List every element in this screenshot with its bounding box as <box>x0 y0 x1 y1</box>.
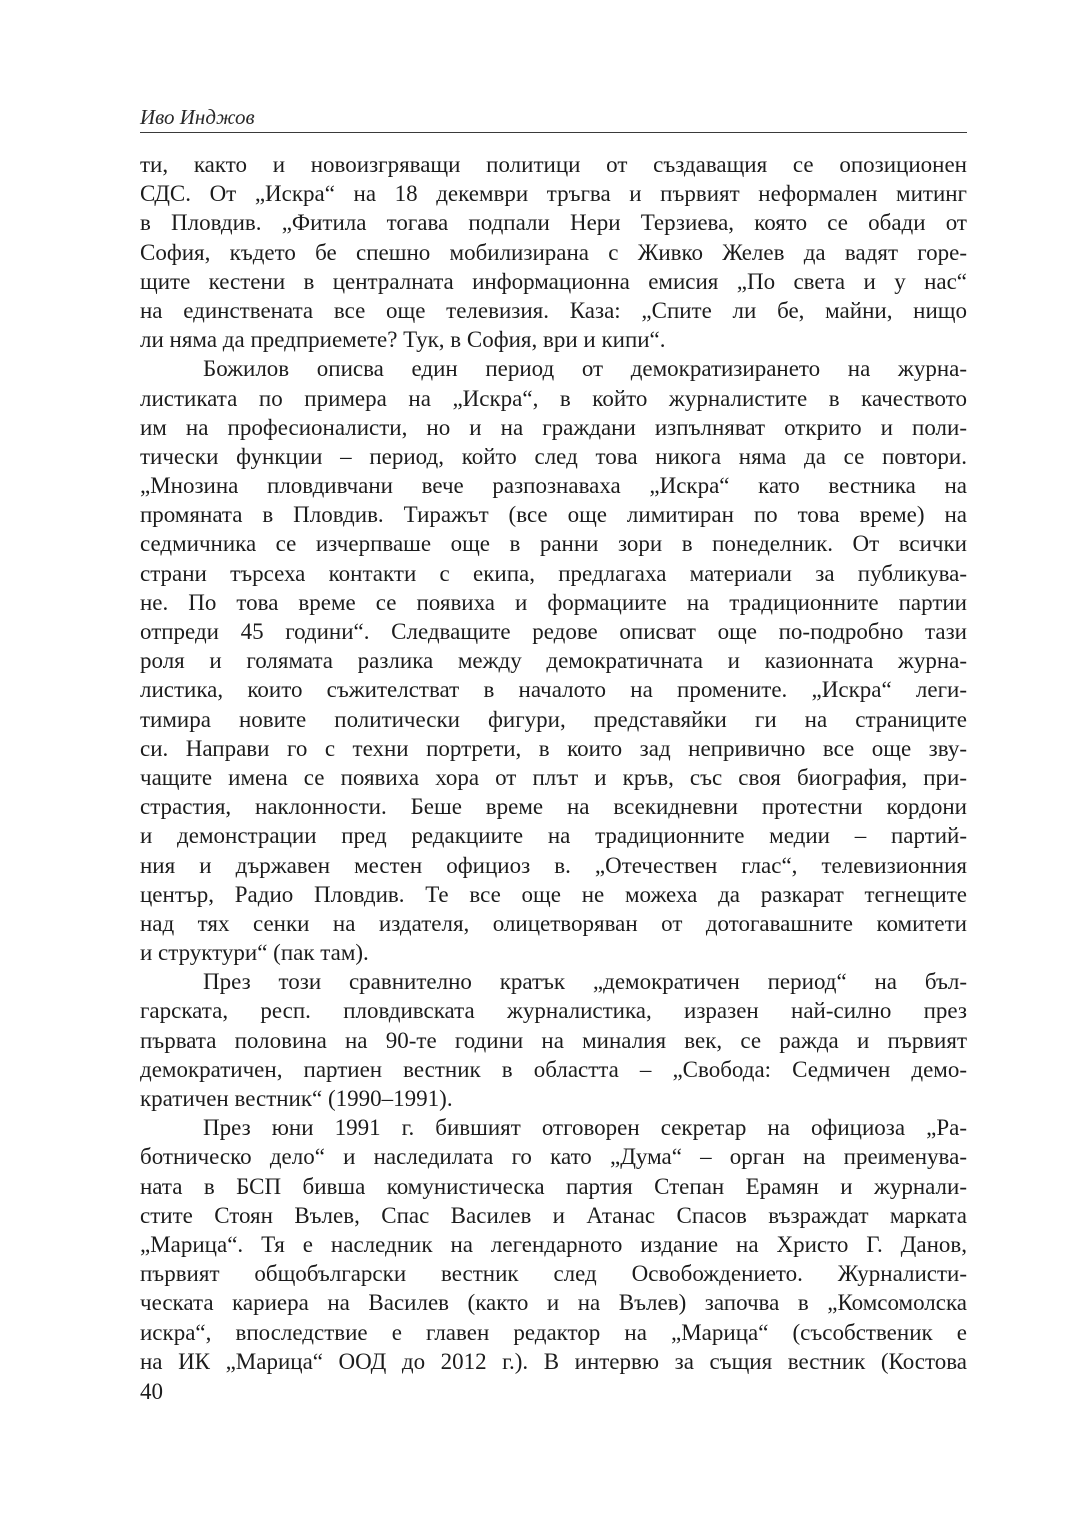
text-line: чащите имена се появиха хора от плът и кръв, със своя биография, при- <box>140 764 967 790</box>
text-line: През юни 1991 г. бившият отговорен секретар на официоза „Ра- <box>203 1115 967 1141</box>
text-line: „Мнозина пловдивчани вече разпознаваха „Искра“ като вестника на <box>140 473 967 499</box>
paragraph <box>140 150 967 354</box>
text-line: страни търсеха контакти с екипа, предлагаха материали за публикува- <box>140 560 967 586</box>
paragraph <box>140 1113 967 1376</box>
text-line: ти, както и новоизгряващи политици от създаващия се опозиционен <box>140 152 967 177</box>
text-line: листиката по примера на „Искра“, в който журналистите в качеството <box>140 385 967 411</box>
text-line: Божилов описва един период от демократизирането на журна- <box>203 356 967 382</box>
text-line: стите Стоян Вълев, Спас Василев и Атанас Спасов възраждат марката <box>140 1202 967 1228</box>
page-body <box>140 150 967 1376</box>
text-line: ческата кариера на Василев (както и на Вълев) започва в „Комсомолска <box>140 1290 967 1316</box>
text-line: и структури“ (пак там). <box>140 940 369 966</box>
paragraph <box>140 967 967 1113</box>
running-header-author: Иво Инджов <box>140 105 255 129</box>
text-line: промяната в Пловдив. Тиражът (все още лимитиран по това време) на <box>140 502 967 528</box>
page-number: 40 <box>140 1379 163 1404</box>
text-line: демократичен, партиен вестник в областта – „Свобода: Седмичен демо- <box>140 1056 967 1082</box>
text-line: СДС. От „Искра“ на 18 декември тръгва и първият неформален митинг <box>140 181 967 207</box>
text-line: им на професионалисти, но и на граждани изпълняват открито и поли- <box>140 414 967 440</box>
text-line: на единствената все още телевизия. Каза: „Спите ли бе, майни, нищо <box>140 297 967 323</box>
text-line: „Марица“. Тя е наследник на легендарното издание на Христо Г. Данов, <box>140 1231 967 1257</box>
text-line: щите кестени в централната информационна емисия „По света и у нас“ <box>140 268 967 294</box>
text-line: център, Радио Пловдив. Те все още не можеха да разкарат тегнещите <box>140 881 967 907</box>
text-line: седмичника се изчерпваше още в ранни зори в понеделник. От всички <box>140 531 967 557</box>
text-line: ния и държавен местен официоз в. „Отечествен глас“, телевизионния <box>140 852 967 878</box>
text-line: кратичен вестник“ (1990–1991). <box>140 1086 453 1111</box>
text-line: в Пловдив. „Фитила тогава подпали Нери Терзиева, която се обади от <box>140 210 967 236</box>
text-line: ботническо дело“ и наследилата го като „Дума“ – орган на преименува- <box>140 1144 967 1170</box>
text-line: листика, които съжителстват в началото на промените. „Искра“ леги- <box>140 677 967 703</box>
paragraph <box>140 354 967 967</box>
text-line: над тях сенки на издателя, олицетворяван от дотогавашните комитети <box>140 910 967 936</box>
text-line: и демонстрации пред редакциите на традиционните медии – партий- <box>140 823 967 849</box>
text-line: През този сравнително кратък „демократичен период“ на бъл- <box>203 969 967 995</box>
text-line: ли няма да предприемете? Тук, в София, ври и кипи“. <box>140 327 666 353</box>
text-line: тимира новите политически фигури, представяйки ги на страниците <box>140 706 967 732</box>
text-line: ната в БСП бивша комунистическа партия Степан Ерамян и журнали- <box>140 1173 967 1199</box>
text-line: отпреди 45 години“. Следващите редове описват още по-подробно тази <box>140 619 967 644</box>
text-line: на ИК „Марица“ ООД до 2012 г.). В интервю за същия вестник (Костова <box>140 1348 967 1374</box>
text-line: си. Направи го с техни портрети, в които зад непривично все още зву- <box>140 735 967 761</box>
text-line: София, където бе спешно мобилизирана с Живко Желев да вадят горе- <box>140 239 967 265</box>
text-line: искра“, впоследствие е главен редактор на „Марица“ (съсобственик е <box>140 1319 967 1345</box>
text-line: не. По това време се появиха и формациите на традиционните партии <box>140 589 967 615</box>
running-header <box>140 102 967 133</box>
text-line: гарската, респ. пловдивската журналистика, изразен най-силно през <box>140 998 967 1024</box>
text-line: първата половина на 90-те години на миналия век, се ражда и първият <box>140 1027 967 1053</box>
text-line: страстия, наклонности. Беше време на всекидневни протестни кордони <box>140 794 967 820</box>
text-line: роля и голямата разлика между демократичната и казионната журна- <box>140 648 967 674</box>
text-line: тически функции – период, който след това никога няма да се повтори. <box>140 443 967 469</box>
text-line: първият общобългарски вестник след Освобождението. Журналисти- <box>140 1261 967 1287</box>
